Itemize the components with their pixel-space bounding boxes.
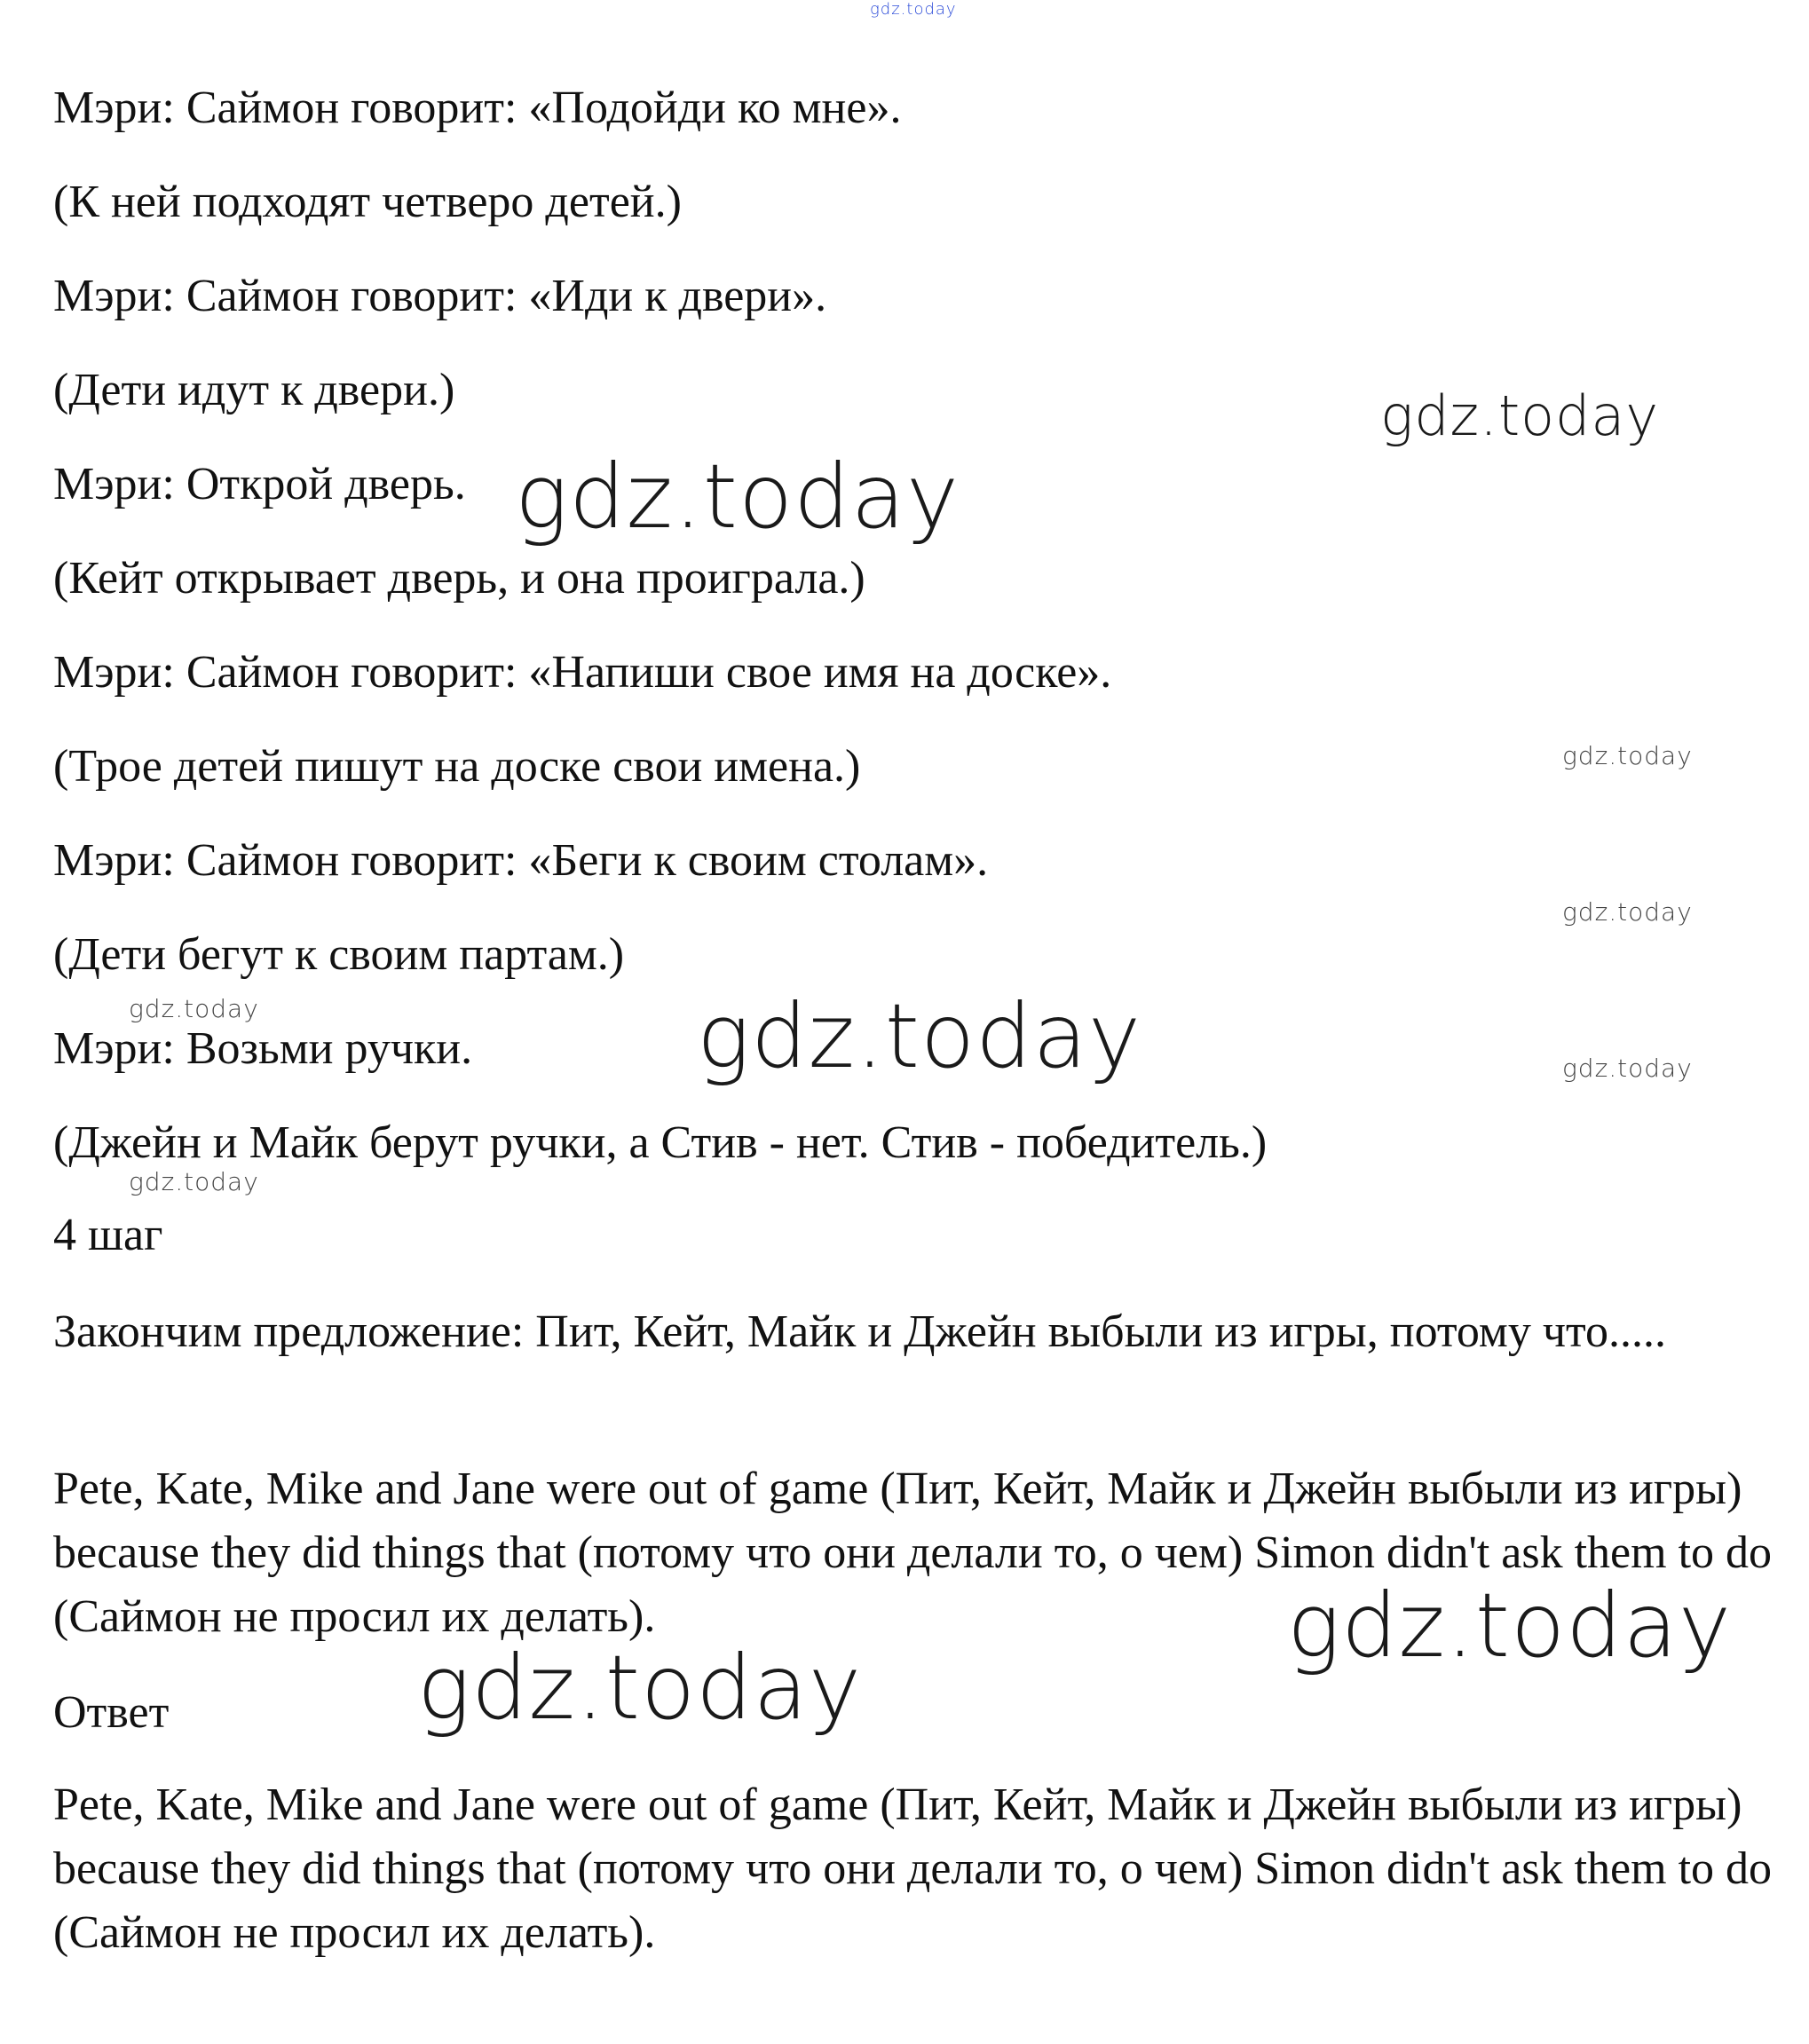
task-text: Закончим предложение: Пит, Кейт, Майк и Джейн выбыли из игры, потому что..... [53,1306,1667,1357]
dialogue-line-10: (Дети бегут к своим партам.) [53,929,625,980]
dialogue-line-9: Мэри: Саймон говорит: «Беги к своим столам». [53,835,989,886]
watermark-mid-1: gdz.today [1380,383,1660,448]
watermark-big-3: gdz.today [1287,1574,1733,1677]
dialogue-line-1: Мэри: Саймон говорит: «Подойди ко мне». [53,83,902,133]
dialogue-line-4: (Дети идут к двери.) [53,365,455,415]
watermark-big-1: gdz.today [515,445,960,548]
watermark-small-2: gdz.today [1562,897,1693,927]
step-heading: 4 шаг [53,1210,163,1260]
watermark-big-4: gdz.today [417,1636,863,1740]
dialogue-line-2: (К ней подходят четверо детей.) [53,177,682,227]
watermark-small-5: gdz.today [129,1167,259,1196]
dialogue-line-7: Мэри: Саймон говорит: «Напиши свое имя на доске». [53,647,1112,698]
dialogue-line-8: (Трое детей пишут на доске свои имена.) [53,741,861,792]
translation-text: Pete, Kate, Mike and Jane were out of game (Пит, Кейт, Майк и Джейн выбыли из игры) because they did things that (потому что они делали то, о чем) Simon didn't ask them to do (Саймон не просил их делать). [53,1464,1773,1642]
answer-text: Pete, Kate, Mike and Jane were out of game (Пит, Кейт, Майк и Джейн выбыли из игры) because they did things that (потому что они делали то, о чем) Simon didn't ask them to do (Саймон не просил их делать). [53,1780,1773,1958]
dialogue-line-3: Мэри: Саймон говорит: «Иди к двери». [53,271,827,321]
watermark-top: gdz.today [870,0,957,19]
dialogue-line-5: Мэри: Открой дверь. [53,459,466,509]
dialogue-line-6: (Кейт открывает дверь, и она проиграла.) [53,553,865,604]
dialogue-line-11: Мэри: Возьми ручки. [53,1023,473,1074]
dialogue-line-12: (Джейн и Майк берут ручки, а Стив - нет. Стив - победитель.) [53,1117,1268,1168]
answer-label: Ответ [53,1687,170,1738]
watermark-small-1: gdz.today [1562,741,1693,770]
watermark-small-4: gdz.today [1562,1054,1693,1083]
watermark-big-2: gdz.today [697,984,1142,1088]
watermark-small-3: gdz.today [129,994,259,1023]
